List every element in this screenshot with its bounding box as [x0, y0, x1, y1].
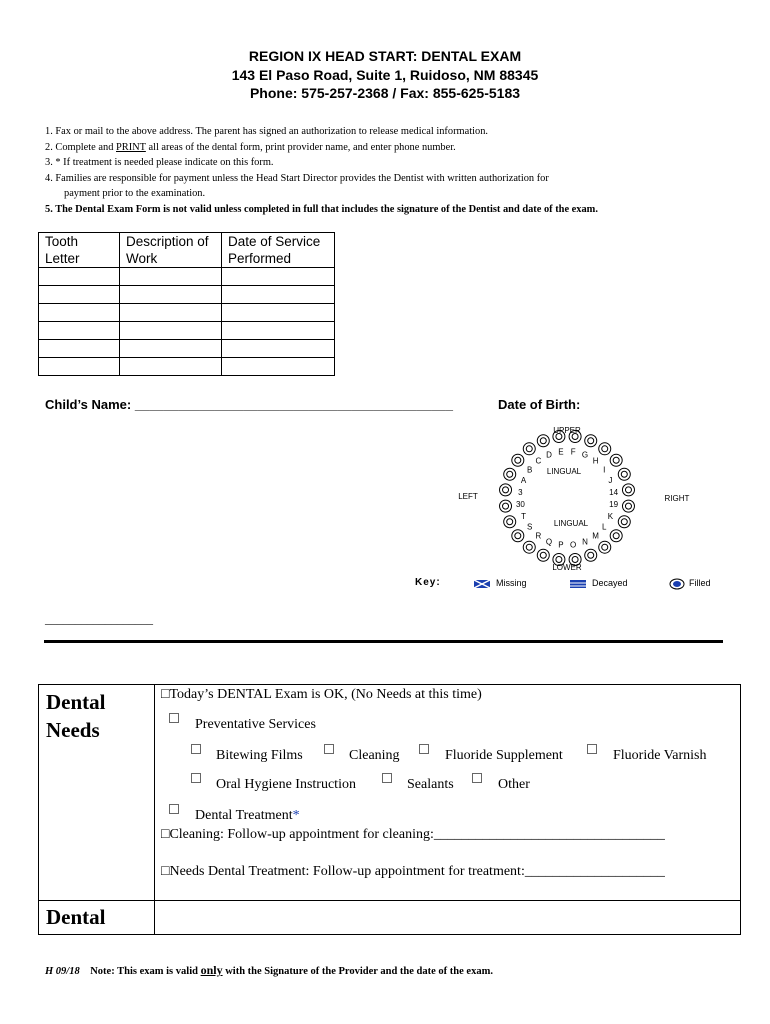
instruction-1: 1. Fax or mail to the above address. The parent has signed an authorization to release medical information. — [45, 126, 489, 137]
section-divider — [44, 640, 723, 643]
tooth-label: 30 — [515, 500, 525, 510]
filled-key-icon — [669, 578, 687, 590]
dental-heading-row2: Dental — [46, 905, 106, 929]
tooth-label: H — [592, 456, 599, 466]
instruction-2: 2. Complete and PRINT all areas of the dental form, print provider name, and enter phone number. — [45, 142, 456, 153]
other-label: Other — [498, 777, 530, 792]
form-contact: Phone: 575-257-2368 / Fax: 855-625-5183 — [249, 85, 521, 101]
oral-hygiene-checkbox[interactable] — [191, 772, 201, 790]
cleaning-label: Cleaning — [349, 748, 400, 763]
fluoride-varnish-checkbox[interactable] — [587, 743, 597, 761]
tooth-b[interactable] — [512, 454, 524, 466]
sealants-label: Sealants — [407, 777, 454, 792]
tooth-l[interactable] — [610, 530, 622, 542]
treatment-label: Dental Treatment* — [195, 808, 300, 823]
preventative-label: Preventative Services — [195, 717, 316, 732]
dental-needs-box — [38, 684, 741, 935]
tooth-i[interactable] — [610, 454, 622, 466]
sealants-checkbox[interactable] — [382, 772, 392, 790]
tooth-chart — [440, 420, 730, 600]
followup-treatment-field[interactable]: □Needs Dental Treatment: Follow-up appointment for treatment:____________________ — [161, 864, 665, 879]
tooth-a[interactable] — [504, 468, 516, 480]
key-filled: Filled — [689, 578, 711, 588]
cleaning-checkbox[interactable] — [324, 743, 334, 761]
col-description: Description of Work — [120, 233, 222, 268]
fluoride-supplement-label: Fluoride Supplement — [445, 748, 563, 763]
tooth-label: E — [558, 447, 564, 457]
fluoride-supplement-checkbox[interactable] — [419, 743, 429, 761]
bitewing-checkbox[interactable] — [191, 743, 201, 761]
tooth-label: B — [527, 465, 533, 475]
tooth-label: 19 — [609, 500, 619, 510]
tooth-r[interactable] — [523, 541, 535, 553]
chart-lingual-top: LINGUAL — [546, 467, 582, 476]
tooth-t[interactable] — [504, 516, 516, 528]
tooth-14[interactable] — [622, 484, 634, 496]
tooth-q[interactable] — [537, 549, 549, 561]
footer-note: H 09/18 Note: This exam is valid only with the Signature of the Provider and the date of the exam. — [45, 963, 493, 977]
oral-hygiene-label: Oral Hygiene Instruction — [216, 777, 356, 792]
tooth-label: M — [592, 531, 599, 541]
instruction-4: 4. Families are responsible for payment unless the Head Start Director provides the Dentist with written authorization for — [45, 173, 549, 184]
key-missing: Missing — [496, 578, 527, 588]
table-row[interactable] — [39, 358, 335, 376]
treatment-checkbox[interactable] — [169, 803, 179, 821]
decayed-key-icon — [569, 578, 589, 590]
key-label: Key: — [415, 577, 441, 588]
tooth-label: K — [607, 511, 614, 521]
service-table — [38, 232, 335, 376]
tooth-label: N — [582, 537, 588, 547]
followup-cleaning-field[interactable]: □Cleaning: Follow-up appointment for cleaning:_________________________________ — [161, 827, 665, 842]
tooth-label: 3 — [518, 487, 523, 497]
chart-right-label: RIGHT — [664, 494, 690, 503]
table-row[interactable] — [39, 268, 335, 286]
tooth-label: Q — [545, 537, 553, 547]
tooth-label: D — [546, 450, 552, 460]
instruction-5: 5. The Dental Exam Form is not valid unless completed in full that includes the signature of the Dentist and date of the exam. — [45, 204, 598, 215]
tooth-label: J — [608, 476, 613, 486]
tooth-label: P — [558, 540, 564, 550]
form-title: REGION IX HEAD START: DENTAL EXAM — [248, 48, 522, 64]
fluoride-varnish-label: Fluoride Varnish — [613, 748, 707, 763]
table-row[interactable] — [39, 304, 335, 322]
tooth-label: G — [581, 450, 589, 460]
tooth-label: I — [603, 465, 606, 475]
child-name-field[interactable]: Child’s Name: ____________________________________________ — [45, 397, 453, 412]
chart-lingual-bottom: LINGUAL — [553, 519, 589, 528]
dob-field[interactable]: Date of Birth: — [498, 397, 581, 412]
tooth-d[interactable] — [537, 435, 549, 447]
dental-needs-heading: Dental Needs — [46, 690, 106, 742]
tooth-m[interactable] — [599, 541, 611, 553]
chart-upper-label: UPPER — [553, 426, 581, 435]
tooth-g[interactable] — [585, 435, 597, 447]
tooth-19[interactable] — [622, 500, 634, 512]
tooth-label: 14 — [609, 487, 619, 497]
missing-key-icon — [473, 578, 493, 590]
other-checkbox[interactable] — [472, 772, 482, 790]
table-row[interactable] — [39, 340, 335, 358]
tooth-c[interactable] — [523, 443, 535, 455]
tooth-label: R — [535, 531, 542, 541]
bitewing-label: Bitewing Films — [216, 748, 303, 763]
tooth-30[interactable] — [500, 500, 512, 512]
signature-line[interactable]: __________________ — [45, 612, 153, 626]
tooth-j[interactable] — [618, 468, 630, 480]
preventative-checkbox[interactable] — [169, 712, 179, 730]
col-date: Date of Service Performed — [222, 233, 335, 268]
tooth-label: T — [521, 511, 527, 521]
tooth-k[interactable] — [618, 516, 630, 528]
col-tooth-letter: Tooth Letter — [39, 233, 120, 268]
tooth-n[interactable] — [585, 549, 597, 561]
tooth-s[interactable] — [512, 530, 524, 542]
tooth-label: O — [570, 540, 577, 550]
table-row[interactable] — [39, 286, 335, 304]
chart-left-label: LEFT — [458, 492, 478, 501]
tooth-label: S — [527, 522, 533, 532]
table-row[interactable] — [39, 322, 335, 340]
tooth-3[interactable] — [500, 484, 512, 496]
chart-lower-label: LOWER — [552, 563, 582, 572]
key-decayed: Decayed — [592, 578, 628, 588]
tooth-label: A — [520, 476, 527, 486]
tooth-label: F — [570, 447, 576, 457]
instruction-4-cont: payment prior to the examination. — [64, 188, 206, 199]
form-address: 143 El Paso Road, Suite 1, Ruidoso, NM 88345 — [231, 67, 539, 83]
tooth-label: C — [535, 456, 542, 466]
tooth-h[interactable] — [599, 443, 611, 455]
exam-ok-checkbox[interactable]: □Today’s DENTAL Exam is OK, (No Needs at this time) — [161, 687, 482, 702]
instruction-3: 3. * If treatment is needed please indicate on this form. — [45, 157, 274, 168]
tooth-label: L — [602, 522, 607, 532]
